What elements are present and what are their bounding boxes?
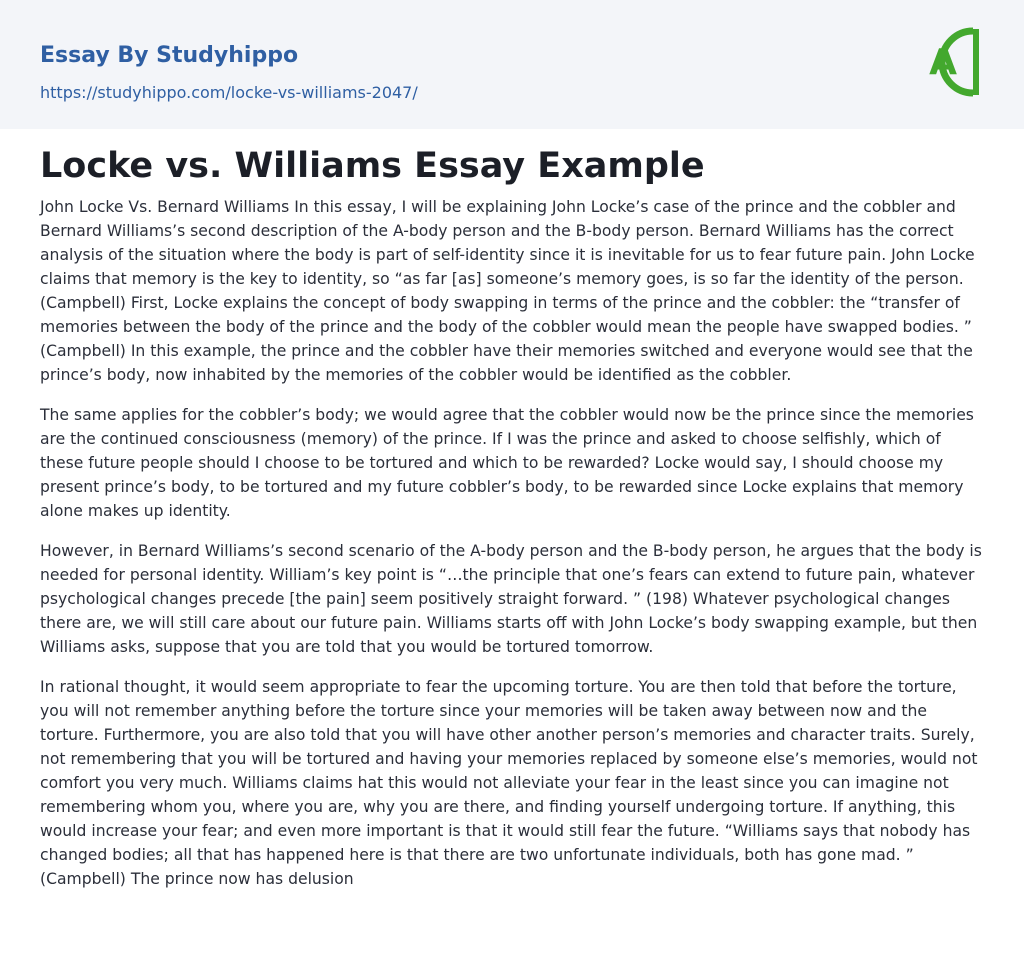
article-paragraph: The same applies for the cobbler’s body; we would agree that the cobbler would now be the prince since the memories are the continued consciousness (memory) of the prince. If I was the prince and asked to choose selfishly, which of these future people should I choose to be tortured and which to be rewarded? Locke would say, I should choose my present prince’s body, to be tortured and my future cobbler’s body, to be rewarded since Locke explains that memory alone makes up identity.: [40, 406, 974, 520]
source-url-link[interactable]: https://studyhippo.com/locke-vs-williams-2047/: [40, 83, 418, 102]
article-paragraph: However, in Bernard Williams’s second scenario of the A-body person and the B-body person, he argues that the body is needed for personal identity. William’s key point is “…the principle that one’s fears can extend to future pain, whatever psychological changes precede [the pain] seem positively straight forward. ” (198) Whatever psychological changes there are, we will still care about our future pain. Williams starts off with John Locke’s body swapping example, but then Williams asks, suppose that you are told that you would be tortured tomorrow.: [40, 542, 982, 656]
article-title: Locke vs. Williams Essay Example: [40, 146, 705, 186]
site-header: [0, 0, 1024, 129]
site-brand[interactable]: Essay By Studyhippo: [40, 43, 299, 68]
article-paragraph: In rational thought, it would seem appropriate to fear the upcoming torture. You are then told that before the torture, you will not remember anything before the torture since your memories will be taken away between now and the torture. Furthermore, you are also told that you will have other another person’s memories and character traits. Surely, not remembering that you will be tortured and having your memories replaced by someone else’s memories, would not comfort you very much. Williams claims hat this would not alleviate your fear in the least since you can imagine not remembering whom you, where you are, why you are there, and finding yourself undergoing torture. If anything, this would increase your fear; and even more important is that it would still fear the future. “Williams says that nobody has changed bodies; all that has happened here is that there are two unfortunate individuals, both has gone mad. ” (Campbell) The prince now has delusion: [40, 678, 978, 888]
article-paragraph: John Locke Vs. Bernard Williams In this essay, I will be explaining John Locke’s case of the prince and the cobbler and Bernard Williams’s second description of the A-body person and the B-body person. Bernard Williams has the correct analysis of the situation where the body is part of self-identity since it is inevitable for us to fear future pain. John Locke claims that memory is the key to identity, so “as far [as] someone’s memory goes, is so far the identity of the person. (Campbell) First, Locke explains the concept of body swapping in terms of the prince and the cobbler: the “transfer of memories between the body of the prince and the body of the cobbler would mean the people have swapped bodies. ” (Campbell) In this example, the prince and the cobbler have their memories switched and everyone would see that the prince’s body, now inhabited by the memories of the cobbler would be identified as the cobbler.: [40, 198, 975, 384]
logo-letter: A: [929, 42, 957, 83]
circle-a-logo-icon[interactable]: [916, 19, 986, 105]
article: [0, 129, 1024, 891]
